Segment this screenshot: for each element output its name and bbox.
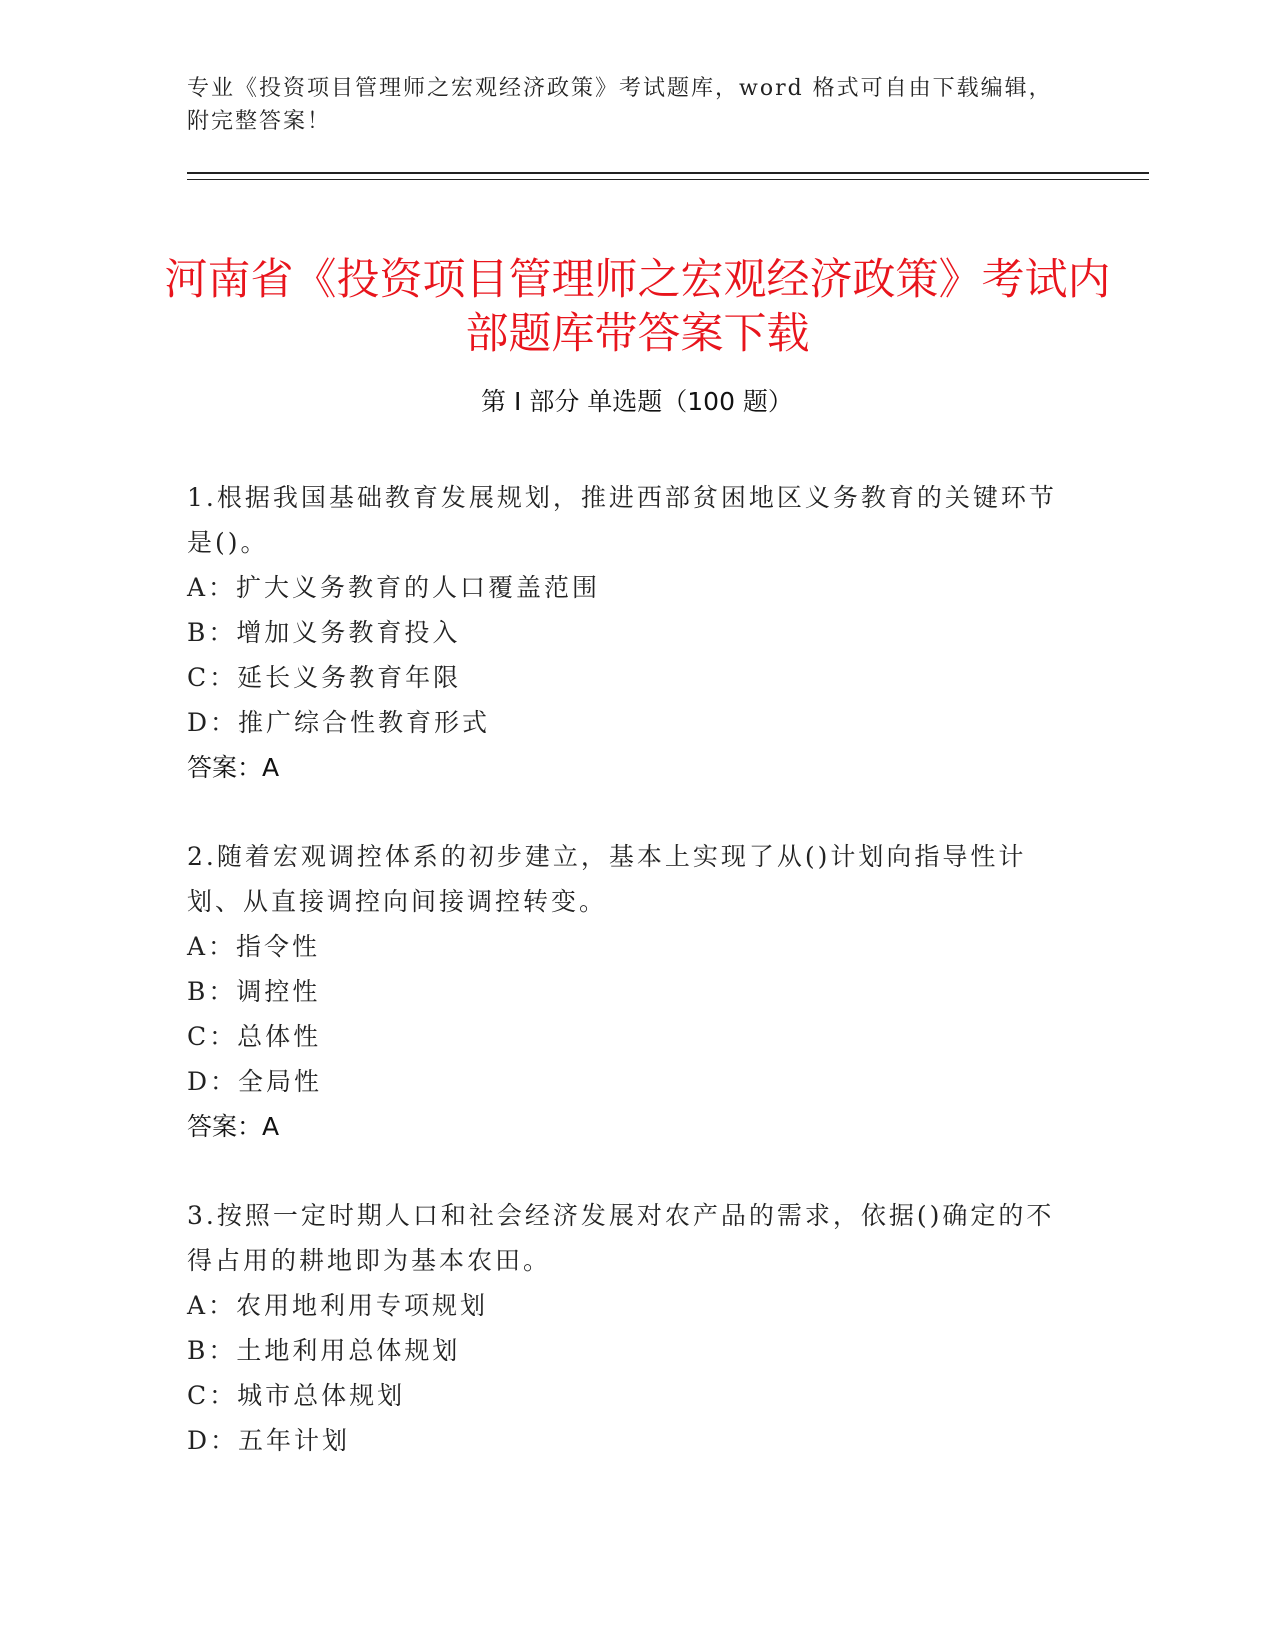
question-stem: 3.按照一定时期人口和社会经济发展对农产品的需求，依据()确定的不得占用的耕地即为基本农田。 bbox=[187, 1201, 1055, 1275]
option-b: B：土地利用总体规划 bbox=[187, 1336, 461, 1365]
question-1 bbox=[187, 475, 1067, 790]
option-d: D：推广综合性教育形式 bbox=[187, 708, 491, 737]
option-b: B：调控性 bbox=[187, 977, 321, 1006]
question-2 bbox=[187, 834, 1067, 1149]
header-note: 专业《投资项目管理师之宏观经济政策》考试题库，word 格式可自由下载编辑，附完整答案！ bbox=[187, 76, 1053, 134]
option-c: C：总体性 bbox=[187, 1022, 322, 1051]
header-divider-thin bbox=[187, 179, 1149, 180]
option-a: A：农用地利用专项规划 bbox=[187, 1291, 489, 1320]
option-c: C：城市总体规划 bbox=[187, 1381, 406, 1410]
header-divider-thick bbox=[187, 172, 1149, 174]
option-d: D：全局性 bbox=[187, 1067, 323, 1096]
answer-line: 答案：A bbox=[187, 1112, 280, 1141]
option-a: A：指令性 bbox=[187, 932, 321, 961]
question-stem: 1.根据我国基础教育发展规划，推进西部贫困地区义务教育的关键环节是()。 bbox=[187, 483, 1057, 557]
question-3 bbox=[187, 1193, 1067, 1463]
answer-line: 答案：A bbox=[187, 753, 280, 782]
option-b: B：增加义务教育投入 bbox=[187, 618, 461, 647]
option-a: A：扩大义务教育的人口覆盖范围 bbox=[187, 573, 601, 602]
question-list bbox=[187, 475, 1067, 1507]
option-d: D：五年计划 bbox=[187, 1426, 351, 1455]
section-heading: 第 I 部分 单选题（100 题） bbox=[481, 387, 793, 416]
option-c: C：延长义务教育年限 bbox=[187, 663, 462, 692]
document-title: 河南省《投资项目管理师之宏观经济政策》考试内部题库带答案下载 bbox=[164, 254, 1111, 359]
question-stem: 2.随着宏观调控体系的初步建立，基本上实现了从()计划向指导性计划、从直接调控向间接调控转变。 bbox=[187, 842, 1027, 916]
